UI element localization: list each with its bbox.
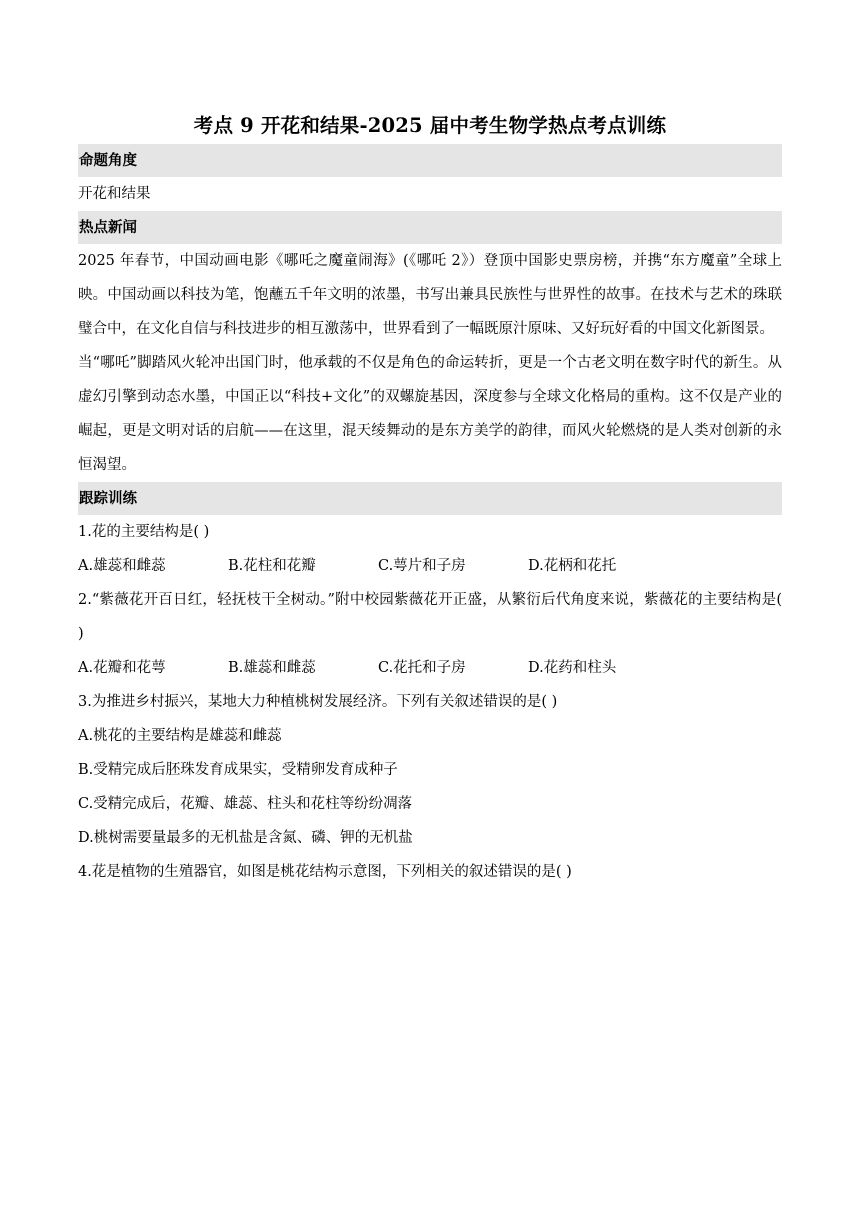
news-paragraph-1: 2025 年春节，中国动画电影《哪吒之魔童闹海》(《哪吒 2》）登顶中国影史票房榜，并携“东方魔童”全球上映。中国动画以科技为笔，饱蘸五千年文明的浓墨，书写出兼具民族性与世界性的故事。在技术与艺术的珠联璧合中，在文化自信与科技进步的相互激荡中，世界看到了一幅既原汁原味、又好玩好看的中国文化新图景。 [78,253,782,337]
news-paragraph-2: 当“哪吒”脚踏风火轮冲出国门时，他承载的不仅是角色的命运转折，更是一个古老文明在数字时代的新生。从虚幻引擎到动态水墨，中国正以“科技+文化”的双螺旋基因，深度参与全球文化格局的重构。这不仅是产业的崛起，更是文明对话的启航——在这里，混天绫舞动的是东方美学的韵律，而风火轮燃烧的是人类对创新的永恒渴望。 [78,355,782,473]
question-1-option-a: A.雄蕊和雌蕊 [78,558,166,574]
question-3-option-c: C.受精完成后，花瓣、雄蕊、柱头和花柱等纷纷凋落 [78,796,413,812]
question-2-option-a: A.花瓣和花萼 [78,660,166,676]
question-2-option-d: D.花药和柱头 [528,660,617,676]
question-1-option-b: B.花柱和花瓣 [228,558,316,574]
question-2-options [78,651,782,685]
question-1-options [78,549,782,583]
question-3-option-d: D.桃树需要量最多的无机盐是含氮、磷、钾的无机盐 [78,830,413,846]
question-2-stem: 2.“紫薇花开百日红，轻抚枝干全树动。”附中校园紫薇花开正盛，从繁衍后代角度来说，紫薇花的主要结构是( ) [78,592,782,642]
section-header-practice: 跟踪训练 [78,482,782,515]
question-1-option-d: D.花柄和花托 [528,558,617,574]
question-4-stem: 4.花是植物的生殖器官，如图是桃花结构示意图，下列相关的叙述错误的是( ) [78,864,572,880]
question-1-stem: 1.花的主要结构是( ) [78,524,210,540]
question-3-option-a: A.桃花的主要结构是雄蕊和雌蕊 [78,728,282,744]
section-header-angle: 命题角度 [78,144,782,177]
question-3-option-b: B.受精完成后胚珠发育成果实，受精卵发育成种子 [78,762,398,778]
section-header-news: 热点新闻 [78,211,782,244]
question-2-option-c: C.花托和子房 [378,660,466,676]
question-1-option-c: C.萼片和子房 [378,558,466,574]
angle-content: 开花和结果 [78,186,151,202]
page-title: 考点 9 开花和结果-2025 届中考生物学热点考点训练 [193,114,667,137]
question-3-stem: 3.为推进乡村振兴，某地大力种植桃树发展经济。下列有关叙述错误的是( ) [78,694,558,710]
document-page [78,112,782,889]
question-2-option-b: B.雄蕊和雌蕊 [228,660,316,676]
